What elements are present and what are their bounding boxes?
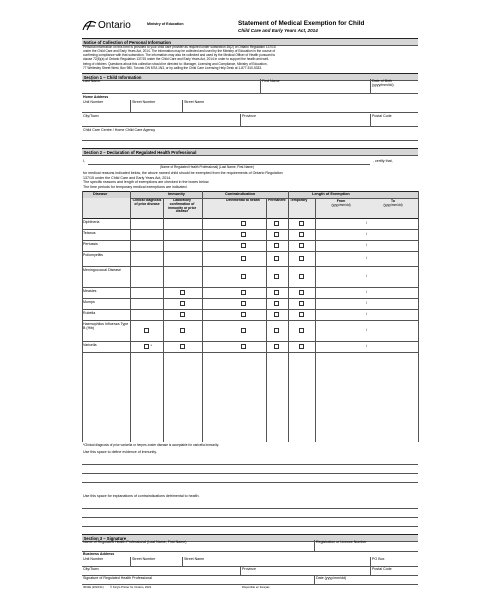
permanent-checkbox[interactable] xyxy=(274,274,279,279)
permanent-checkbox[interactable] xyxy=(274,312,279,317)
col-disease: Disease xyxy=(93,191,108,196)
notice-line: clause 72(6)(a) of Ontario Regulation 137/15 under the Child Care and Early Years Act, 2014 in order to support the health and well- xyxy=(83,57,270,62)
from-date-field[interactable] xyxy=(316,341,366,352)
temporary-checkbox[interactable] xyxy=(299,312,304,317)
declaration-line-4: The time periods for temporary medical exemptions are indicated. xyxy=(83,184,188,189)
permanent-checkbox[interactable] xyxy=(274,301,279,306)
licence-number-field[interactable] xyxy=(316,545,417,551)
from-date-field[interactable] xyxy=(316,218,366,229)
date-slash: / xyxy=(366,343,367,348)
unit-number-label: Unit Number xyxy=(83,100,104,104)
varicella-footnote: *Clinical diagnosis of prior varicella or herpes zoster disease is acceptable for varicella immunity. xyxy=(83,443,219,447)
notice-line: under the Child Care and Early Years Act, 2014. The information may be collected and used by the Ministry of Education in the course of xyxy=(83,48,276,53)
lab-confirmation-checkbox[interactable] xyxy=(180,328,185,333)
date-slash: / xyxy=(366,255,367,260)
section1-heading: Section 1 – Child Information xyxy=(83,74,142,80)
table-row xyxy=(82,287,418,298)
from-date-field[interactable] xyxy=(316,320,366,341)
section3-heading: Section 3 – Signature xyxy=(83,535,127,541)
table-row xyxy=(82,229,418,240)
detrimental-checkbox[interactable] xyxy=(241,290,246,295)
detrimental-checkbox[interactable] xyxy=(241,274,246,279)
first-name-label: First Name xyxy=(262,79,280,83)
detrimental-checkbox[interactable] xyxy=(241,221,246,226)
centre-label: Child Care Centre / Home Child Care Agency xyxy=(83,128,156,132)
form-id: 3641E (2022/11) xyxy=(83,585,104,589)
from-date-field[interactable] xyxy=(316,287,366,298)
col-length: Length of Exemption xyxy=(312,191,350,196)
biz-province-label: Province xyxy=(242,567,256,571)
sub-detrimental: Detrimental to health xyxy=(226,198,260,202)
rhp-name-label: Name of Regulated Health Professional (Last Name, First Name) xyxy=(83,540,187,544)
table-row xyxy=(82,240,418,251)
biz-city-label: City/Town xyxy=(83,567,99,571)
temporary-checkbox[interactable] xyxy=(299,256,304,261)
col-immunity: Immunity xyxy=(168,191,185,196)
explanation-field[interactable] xyxy=(82,500,418,530)
signature-date-field[interactable] xyxy=(316,581,417,584)
disease-name: Meningococcal Disease xyxy=(83,267,121,272)
detrimental-checkbox[interactable] xyxy=(241,344,246,349)
po-box-label: PO Box xyxy=(372,556,385,561)
postal-code-label: Postal Code xyxy=(372,114,392,118)
table-row xyxy=(82,251,418,266)
rhp-name-field[interactable] xyxy=(82,545,312,551)
notice-line: confirming compliance with that subsection. The information may also be collected and used by the Medical Officer of Health pursuant to xyxy=(83,53,276,58)
table-row xyxy=(82,320,418,341)
signature-field[interactable] xyxy=(82,581,312,584)
disease-name: Varicella xyxy=(83,342,97,347)
home-street-number-field[interactable] xyxy=(131,106,181,112)
licence-label: Registration or Licence Number xyxy=(316,540,367,544)
to-date-field[interactable] xyxy=(368,240,418,251)
section2-heading-bar xyxy=(82,148,418,156)
section1-heading-bar xyxy=(82,73,418,81)
logo-text: Ontario xyxy=(98,20,131,31)
home-unit-field[interactable] xyxy=(82,106,129,112)
varicella-star: * xyxy=(150,342,153,348)
from-date-field[interactable] xyxy=(316,251,366,266)
sub-temporary: Temporary xyxy=(290,198,308,202)
home-street-name-field[interactable] xyxy=(183,106,417,112)
biz-street-name-label: Street Name xyxy=(184,556,205,561)
permanent-checkbox[interactable] xyxy=(274,243,279,248)
ministry-name: Ministry of Education xyxy=(147,22,184,26)
notice-line: Personal information on this form is provided to your child care provider as required under subsection 35(2) of Ontario Regulation 137/15 xyxy=(83,44,276,49)
table-row xyxy=(82,266,418,287)
temporary-checkbox[interactable] xyxy=(299,328,304,333)
business-address-label: Business Address xyxy=(83,552,115,556)
dob-label: Date of Birth xyxy=(372,79,392,83)
from-date-field[interactable] xyxy=(316,266,366,287)
disease-name: Tetanus xyxy=(83,230,96,235)
to-date-field[interactable] xyxy=(368,309,418,320)
biz-unit-label: Unit Number xyxy=(83,556,104,561)
form-subtitle: Child Care and Early Years Act, 2014 xyxy=(238,28,318,33)
date-label: Date (yyyy/mm/dd) xyxy=(316,576,347,580)
temporary-checkbox[interactable] xyxy=(299,221,304,226)
detrimental-checkbox[interactable] xyxy=(241,232,246,237)
notice-line: being of children. Questions about this collection should be directed to: Manager, Licensing and Compliance, Ministry of Education, xyxy=(83,61,268,66)
name-caption: (Name of Regulated Health Professional) (Last Name, First Name) xyxy=(160,165,254,169)
sub-from-format: (yyyy/mm/dd) xyxy=(331,203,351,207)
date-slash: / xyxy=(366,311,367,316)
col-contraindication: Contraindication xyxy=(225,191,256,196)
temporary-checkbox[interactable] xyxy=(299,232,304,237)
notice-line: 77 Wellesley Street West, Box 980, Toronto ON M7A 1N3, or by calling the Child Care Licensing Help Desk at 1-877-510-5333. xyxy=(83,66,262,70)
permanent-checkbox[interactable] xyxy=(274,221,279,226)
to-date-field[interactable] xyxy=(368,298,418,309)
disease-name: Mumps xyxy=(83,299,95,304)
disease-name: Rubella xyxy=(83,310,96,315)
permanent-checkbox[interactable] xyxy=(274,232,279,237)
disease-name: Diphtheria xyxy=(83,219,100,224)
temporary-checkbox[interactable] xyxy=(299,344,304,349)
sub-clinical: Clinical diagnosis of prior disease xyxy=(132,198,162,206)
form-title: Statement of Medical Exemption for Child xyxy=(238,20,365,27)
child-dob-field[interactable] xyxy=(372,88,417,93)
temporary-checkbox[interactable] xyxy=(299,301,304,306)
province-label: Province xyxy=(242,114,256,118)
lab-confirmation-checkbox[interactable] xyxy=(180,290,185,295)
disease-name: Haemophilus Influenza Type B (Hib) xyxy=(83,321,129,330)
from-date-field[interactable] xyxy=(316,309,366,320)
disease-name: Poliomyelitis xyxy=(83,252,103,257)
sub-permanent: Permanent xyxy=(268,198,286,202)
section2-heading: Section 2 – Declaration of Regulated Health Professional xyxy=(83,149,197,155)
permanent-checkbox[interactable] xyxy=(274,344,279,349)
date-slash: / xyxy=(366,327,367,332)
lab-confirmation-checkbox[interactable] xyxy=(180,344,185,349)
ontario-logo-icon xyxy=(82,19,98,32)
child-last-name-field[interactable] xyxy=(82,87,258,93)
exemption-table xyxy=(82,191,418,442)
from-date-field[interactable] xyxy=(316,229,366,240)
table-row xyxy=(82,298,418,309)
evidence-field[interactable] xyxy=(82,456,418,490)
biz-address-fields[interactable] xyxy=(82,562,418,566)
lab-confirmation-checkbox[interactable] xyxy=(180,312,185,317)
detrimental-checkbox[interactable] xyxy=(241,312,246,317)
from-date-field[interactable] xyxy=(316,240,366,251)
disease-name: Pertussis xyxy=(83,241,98,246)
sub-to-format: (yyyy/mm/dd) xyxy=(383,203,403,207)
temporary-checkbox[interactable] xyxy=(299,274,304,279)
home-province-field[interactable] xyxy=(242,120,368,126)
i-label: I, xyxy=(83,159,85,163)
declaration-line-3: The specific reasons and length of exemptions are checked in the boxes below. xyxy=(83,180,210,184)
to-date-field[interactable] xyxy=(368,251,418,266)
detrimental-checkbox[interactable] xyxy=(241,243,246,248)
clinical-diagnosis-checkbox[interactable] xyxy=(144,344,149,349)
street-name-label: Street Name xyxy=(184,100,205,104)
to-date-field[interactable] xyxy=(368,341,418,352)
date-slash: / xyxy=(366,231,367,236)
to-date-field[interactable] xyxy=(368,229,418,240)
to-date-field[interactable] xyxy=(368,287,418,298)
disease-name: Measles xyxy=(83,288,97,293)
table-row xyxy=(82,341,418,352)
sub-from: From xyxy=(336,199,346,203)
declaration-line-2: 137/15 under the Child Care and Early Years Act, 2014. xyxy=(83,175,172,180)
table-row xyxy=(82,309,418,320)
date-slash: / xyxy=(366,242,367,247)
date-slash: / xyxy=(366,220,367,225)
printer-credit: © King's Printer for Ontario, 2022 xyxy=(110,585,152,589)
notice-heading: Notice of Collection of Personal Information xyxy=(83,39,171,45)
dob-format: (yyyy/mm/dd) xyxy=(372,83,394,87)
child-first-name-field[interactable] xyxy=(262,87,368,93)
french-available: Disponible en français xyxy=(242,585,270,589)
signature-label: Signature of Regulated Health Professional xyxy=(83,576,152,580)
date-slash: / xyxy=(366,289,367,294)
table-row xyxy=(82,218,418,229)
certify-text: , certify that, xyxy=(373,159,393,163)
declaration-line-1: for medical reasons indicated below, the above named child should be exempted from the requirements of Ontario Regulation xyxy=(83,171,283,175)
from-date-field[interactable] xyxy=(316,298,366,309)
biz-city-province-postal-fields[interactable] xyxy=(82,572,418,575)
explanation-label: Use this space for explanations of contraindications detrimental to health. xyxy=(83,494,200,498)
date-slash: / xyxy=(366,273,367,278)
temporary-checkbox[interactable] xyxy=(299,290,304,295)
to-date-field[interactable] xyxy=(368,266,418,287)
biz-postal-code-label: Postal Code xyxy=(372,567,392,571)
detrimental-checkbox[interactable] xyxy=(241,301,246,306)
sub-lab: Laboratory confirmation of immunity or prior disease xyxy=(167,198,197,214)
last-name-label: Last Name xyxy=(83,79,101,83)
detrimental-checkbox[interactable] xyxy=(241,256,246,261)
permanent-checkbox[interactable] xyxy=(274,328,279,333)
city-label: City/Town xyxy=(83,114,99,118)
detrimental-checkbox[interactable] xyxy=(241,328,246,333)
evidence-label: Use this space to define evidence of immunity. xyxy=(83,450,157,454)
sub-to: To xyxy=(391,199,395,203)
to-date-field[interactable] xyxy=(368,218,418,229)
temporary-checkbox[interactable] xyxy=(299,243,304,248)
home-address-label: Home Address xyxy=(83,95,109,99)
child-care-centre-field[interactable] xyxy=(82,134,417,140)
permanent-checkbox[interactable] xyxy=(274,256,279,261)
lab-confirmation-checkbox[interactable] xyxy=(180,301,185,306)
clinical-diagnosis-checkbox[interactable] xyxy=(144,328,149,333)
date-slash: / xyxy=(366,300,367,305)
biz-street-number-label: Street Number xyxy=(132,556,156,561)
rhp-declaration-name-field[interactable] xyxy=(88,158,370,164)
home-postal-code-field[interactable] xyxy=(372,120,417,126)
home-city-field[interactable] xyxy=(82,120,238,126)
street-number-label: Street Number xyxy=(132,100,156,104)
to-date-field[interactable] xyxy=(368,320,418,341)
permanent-checkbox[interactable] xyxy=(274,290,279,295)
